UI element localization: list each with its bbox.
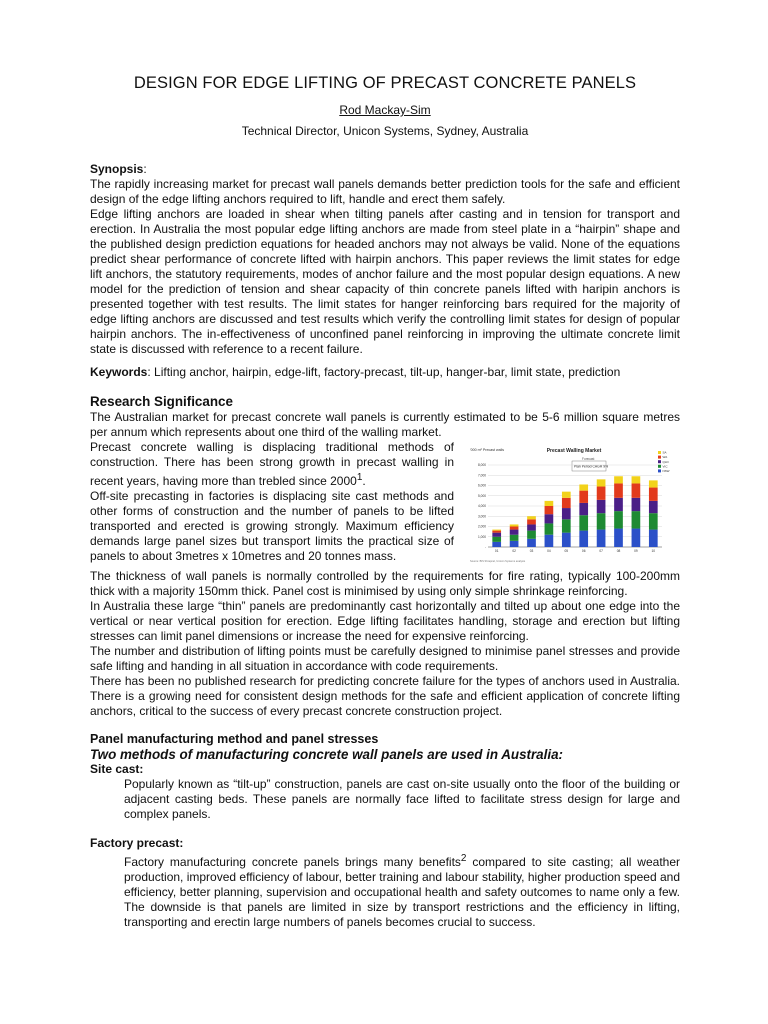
chart-legend-label: VIC [662,464,668,469]
research-paragraph-6: The number and distribution of lifting points must be carefully designed to minimise panel stresses and provide safe lifting and handing in all situation in accordance with code requirements. [90,644,680,673]
chart-bar-segment [510,541,519,547]
keywords-label: Keywords [90,365,148,379]
chart-bar-segment [597,479,606,486]
factory-precast-text: Factory manufacturing concrete panels brings many benefits$^2$ compared to site casting; all weather production, improved efficiency of labour, better training and labour stability, higher production speed and efficiency, better planning, supervision and occupational health and safety outcomes to name only a few. The downside is that panels are limited in size by transport restrictions and the efficiency in lifting, transporting and erectin large numbers of panels becomes crucial to success. [124,853,680,929]
chart-title: Precast Walling Market [546,448,602,454]
chart-legend-swatch [658,469,661,472]
chart-bar-segment [649,530,658,547]
site-cast-text: Popularly known as “tilt-up” construction, panels are cast on-site usually onto the floor of the building or adjacent casting beds. These panels are normally face lifted to facilitate stress design for large and complex panels. [124,777,680,821]
chart-bar-segment [527,524,536,530]
research-figure-block [90,440,680,569]
chart-ytick-label: 4,000 [478,504,486,509]
chart-bar-segment [492,533,501,537]
chart-ytick-label: 3,000 [478,514,486,519]
chart-xtick-label: 02 [512,549,516,553]
author-name[interactable]: Rod Mackay-Sim [339,103,431,117]
chart-bar-segment [562,533,571,547]
chart-legend-label: WA [662,455,668,460]
chart-bar-segment [649,488,658,501]
chart-bar-segment [579,515,588,530]
chart-bar-segment [527,516,536,519]
chart-bar-segment [614,476,623,483]
chart-bar-segment [545,506,554,514]
chart-legend-label: NSW [662,469,670,473]
keywords-line: Keywords: Lifting anchor, hairpin, edge-lift, factory-precast, tilt-up, hanger-bar, limit state, prediction [90,365,621,379]
chart-bar-segment [492,530,501,531]
chart-bar-segment [649,513,658,529]
chart-bar-segment [510,530,519,535]
chart-bar-segment [527,539,536,547]
chart-xtick-label: 06 [581,549,586,553]
chart-bar-segment [632,529,641,547]
chart-xtick-label: 07 [599,549,603,553]
chart-xtick-label: 03 [529,549,534,553]
reference-2[interactable]: 2 [460,853,467,864]
chart-ytick-label: 5,000 [478,493,486,498]
chart-bar-segment [649,501,658,513]
chart-bar-segment [597,530,606,547]
chart-bar-segment [510,527,519,530]
research-paragraph-3: Off-site precasting in factories is displacing site cast methods and other forms of construction and the number of panels to be lifted transported and erected is growing strongly. Maximum efficiency demands large panel sizes but transport limits the practical size of panels to about 3metres x 10metres and 20 tonnes mass. [90,489,454,563]
paper-page [90,76,680,930]
chart-bar-segment [579,531,588,547]
chart-bar-segment [527,519,536,524]
chart-ytick-label: 7,000 [478,473,486,478]
chart-ytick-label: 6,000 [478,483,486,488]
keywords-text: Lifting anchor, hairpin, edge-lift, factory-precast, tilt-up, hanger-bar, limit state, prediction [154,365,621,379]
chart-source: Source: BIS Shrapnel, Unicon Systems analysis [470,560,526,563]
chart-ylabel: '000 m² Precast walls [470,448,505,452]
chart-bar-segment [579,484,588,490]
chart-bar-segment [545,523,554,534]
chart-ytick-label: 2,000 [478,524,486,529]
chart-bar-segment [510,524,519,526]
market-chart-svg [468,445,680,565]
chart-bar-segment [545,514,554,523]
research-paragraph-2: Precast concrete walling is displacing traditional methods of construction. There has been strong growth in precast walling in recent years, having more than trebled since 2000$^1$. [90,440,454,488]
chart-bar-segment [492,537,501,542]
chart-ytick-label: - [484,545,486,550]
chart-legend-label: QLD [662,459,669,464]
chart-xtick-label: 01 [494,549,499,553]
research-paragraph-7: There has been no published research for predicting concrete failure for the types of anchors used in Australia. There is a growing need for consistent design methods for the safe and efficient application of concrete lifting anchors, critical to the success of every precast concrete construction project. [90,674,680,718]
chart-bar-segment [562,508,571,519]
chart-ytick-label: 8,000 [478,463,486,468]
chart-legend-swatch [658,460,661,463]
chart-bar-segment [614,498,623,511]
paper-title: DESIGN FOR EDGE LIFTING OF PRECAST CONCRETE PANELS [133,74,637,92]
chart-xtick-label: 09 [634,549,638,553]
chart-bar-segment [614,529,623,547]
chart-bar-segment [562,492,571,498]
chart-bar-segment [527,531,536,539]
synopsis-heading: Synopsis: [90,162,147,176]
synopsis-label: Synopsis [90,162,144,176]
chart-bar-segment [597,500,606,513]
panel-subheading: Two methods of manufacturing concrete wall panels are used in Australia: [90,747,563,762]
chart-ytick-label: 1,000 [478,534,486,539]
chart-bar-segment [510,535,519,541]
chart-legend-swatch [658,456,661,459]
chart-legend-label: SA [662,450,667,455]
chart-bar-segment [632,511,641,528]
chart-bar-segment [562,519,571,532]
research-heading: Research Significance [90,394,233,409]
chart-bar-segment [632,498,641,511]
chart-xtick-label: 05 [564,549,569,553]
chart-bar-segment [492,542,501,547]
chart-bar-segment [649,480,658,487]
site-cast-label: Site cast: [90,762,144,776]
panel-heading: Panel manufacturing method and panel stresses [90,732,379,746]
chart-bar-segment [614,483,623,497]
chart-bar-segment [545,501,554,506]
chart-bar-segment [492,531,501,533]
synopsis-paragraph-1: The rapidly increasing market for precast wall panels demands better prediction tools for the safe and efficient design of the edge lifting anchors required to lift, handle and erect them safely. [90,177,680,206]
author-affiliation: Technical Director, Unicon Systems, Sydney, Australia [241,124,529,138]
research-paragraph-4: The thickness of wall panels is normally controlled by the requirements for fire rating, typically 100-200mm thick with a majority 150mm thick. Panel cost is minimised by using only simple shrinkage reinforcing. [90,569,680,598]
chart-bar-segment [597,513,606,529]
chart-bar-segment [562,498,571,508]
chart-bar-segment [597,487,606,500]
research-paragraph-5: In Australia these large “thin” panels are predominantly cast horizontally and tilted up about one edge into the vertical or near vertical position for erection. Edge lifting facilitates handling, storage and erection but lifting stresses can limit panel dimensions or increase the need for expensive reinforcing. [90,599,680,643]
chart-xtick-label: 10 [651,549,656,553]
chart-forecast-label: Forecast [582,457,595,461]
chart-legend-swatch [658,451,661,454]
chart-bar-segment [614,511,623,528]
chart-bar-segment [632,483,641,497]
chart-legend-swatch [658,465,661,468]
chart-bar-segment [579,503,588,515]
market-chart [468,445,680,565]
chart-bar-segment [545,535,554,547]
chart-xtick-label: 08 [616,549,621,553]
reference-1[interactable]: 1 [356,472,363,483]
research-paragraph-1: The Australian market for precast concrete wall panels is currently estimated to be 5-6 million square metres per annum which represents about one third of the walling market. [90,410,680,439]
factory-precast-label: Factory precast: [90,836,184,850]
chart-note: Plan Period CAGR 9% [574,464,609,469]
chart-xtick-label: 04 [547,549,551,553]
chart-bar-segment [632,476,641,483]
chart-bar-segment [579,491,588,503]
synopsis-paragraph-2: Edge lifting anchors are loaded in shear when tilting panels after casting and in tension for transport and erection. In Australia the most popular edge lifting anchors are made from steel plate in a “hairpin” shape and the published design prediction equations for headed anchors may not always be valid. None of the equations predict shear performance of concrete lifted with hairpin anchors. This paper reviews the limit states for edge lift anchors, the statutory requirements, modes of anchor failure and the most popular design equations. A new model for the prediction of tension and shear capacity of thin concrete panels lifted with haripin anchors is presented together with test results. The limit states for hanger reinforcing bars required for the majority of edge lifting anchors are discussed and test results which verify the controlling limit states for design of popular hairpin anchors. The in-effectiveness of unconfined panel reinforcing in improving the ultimate concrete limit state is discussed with reference to a recent failure. [90,207,680,356]
